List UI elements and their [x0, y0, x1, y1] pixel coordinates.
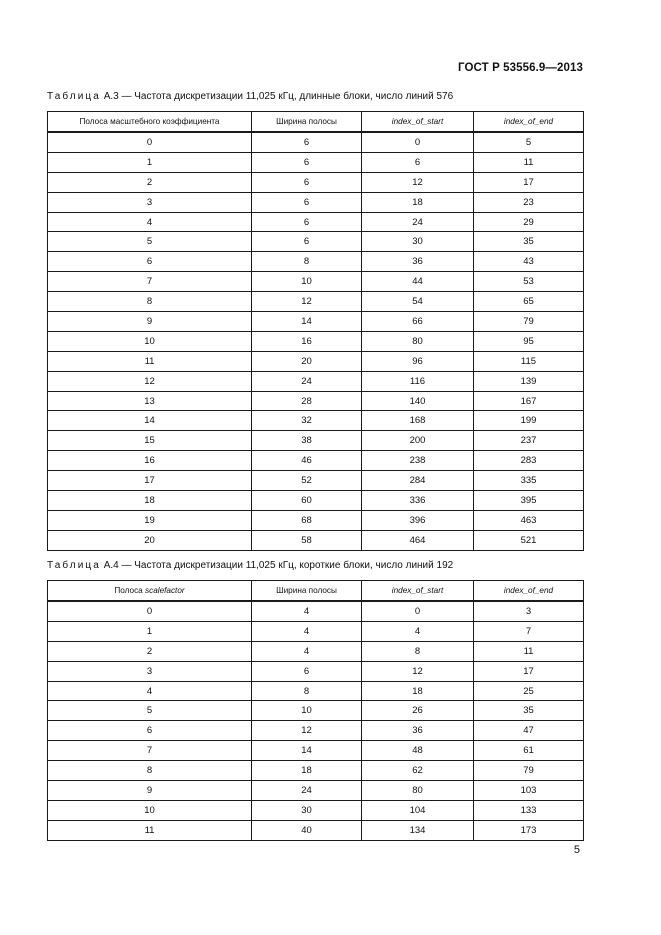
width-cell: 4 [252, 641, 362, 661]
document-number: ГОСТ Р 53556.9—2013 [458, 62, 583, 74]
index-end-cell: 53 [474, 272, 584, 292]
index-end-cell: 199 [474, 411, 584, 431]
index-end-cell: 61 [474, 741, 584, 761]
band-cell: 6 [48, 252, 252, 272]
width-cell: 52 [252, 471, 362, 491]
index-end-cell: 521 [474, 530, 584, 550]
table-row [48, 471, 584, 491]
width-cell: 14 [252, 741, 362, 761]
table-a4-header-index-end: index_of_end [474, 581, 584, 602]
index-end-cell: 133 [474, 800, 584, 820]
index-start-cell: 44 [362, 272, 474, 292]
band-cell: 3 [48, 192, 252, 212]
table-row [48, 351, 584, 371]
width-cell: 10 [252, 272, 362, 292]
width-cell: 28 [252, 391, 362, 411]
index-start-cell: 134 [362, 820, 474, 840]
index-end-cell: 11 [474, 641, 584, 661]
table-a3 [47, 111, 584, 551]
width-cell: 12 [252, 292, 362, 312]
width-cell: 6 [252, 192, 362, 212]
width-cell: 8 [252, 252, 362, 272]
index-start-cell: 12 [362, 172, 474, 192]
index-start-cell: 48 [362, 741, 474, 761]
index-end-cell: 35 [474, 701, 584, 721]
band-cell: 13 [48, 391, 252, 411]
band-cell: 9 [48, 312, 252, 332]
width-cell: 40 [252, 820, 362, 840]
band-cell: 0 [48, 132, 252, 152]
table-row [48, 132, 584, 152]
index-start-cell: 36 [362, 721, 474, 741]
width-cell: 6 [252, 661, 362, 681]
table-row [48, 701, 584, 721]
table-a3-header-band: Полоса масштебного коэффициента [48, 112, 252, 133]
band-cell: 1 [48, 152, 252, 172]
index-start-cell: 80 [362, 331, 474, 351]
index-start-cell: 284 [362, 471, 474, 491]
table-a4-header-band-prefix: Полоса [114, 586, 143, 595]
index-end-cell: 115 [474, 351, 584, 371]
index-start-cell: 18 [362, 192, 474, 212]
table-a3-caption [47, 91, 453, 102]
index-start-cell: 54 [362, 292, 474, 312]
width-cell: 60 [252, 491, 362, 511]
index-start-cell: 238 [362, 451, 474, 471]
band-cell: 4 [48, 681, 252, 701]
table-row [48, 232, 584, 252]
width-cell: 38 [252, 431, 362, 451]
table-row [48, 510, 584, 530]
index-end-cell: 103 [474, 781, 584, 801]
table-row [48, 292, 584, 312]
table-row [48, 641, 584, 661]
width-cell: 10 [252, 701, 362, 721]
band-cell: 7 [48, 272, 252, 292]
width-cell: 6 [252, 152, 362, 172]
index-end-cell: 5 [474, 132, 584, 152]
table-a3-caption-label: Таблица [47, 91, 101, 102]
table-row [48, 152, 584, 172]
index-end-cell: 395 [474, 491, 584, 511]
width-cell: 32 [252, 411, 362, 431]
width-cell: 12 [252, 721, 362, 741]
index-end-cell: 79 [474, 761, 584, 781]
band-cell: 8 [48, 761, 252, 781]
band-cell: 3 [48, 661, 252, 681]
table-row [48, 800, 584, 820]
index-end-cell: 7 [474, 621, 584, 641]
band-cell: 9 [48, 781, 252, 801]
index-start-cell: 396 [362, 510, 474, 530]
index-end-cell: 17 [474, 172, 584, 192]
band-cell: 6 [48, 721, 252, 741]
width-cell: 6 [252, 212, 362, 232]
table-row [48, 491, 584, 511]
table-a3-header-index-end: index_of_end [474, 112, 584, 133]
width-cell: 4 [252, 601, 362, 621]
band-cell: 8 [48, 292, 252, 312]
index-start-cell: 26 [362, 701, 474, 721]
index-start-cell: 0 [362, 132, 474, 152]
width-cell: 6 [252, 132, 362, 152]
width-cell: 8 [252, 681, 362, 701]
table-row [48, 331, 584, 351]
table-row [48, 741, 584, 761]
index-start-cell: 0 [362, 601, 474, 621]
table-a4-header-index-start: index_of_start [362, 581, 474, 602]
band-cell: 10 [48, 331, 252, 351]
index-start-cell: 4 [362, 621, 474, 641]
index-start-cell: 36 [362, 252, 474, 272]
table-a4-header-band-term: scalefactor [145, 586, 185, 595]
table-row [48, 621, 584, 641]
width-cell: 24 [252, 781, 362, 801]
table-row [48, 781, 584, 801]
band-cell: 2 [48, 641, 252, 661]
band-cell: 10 [48, 800, 252, 820]
index-end-cell: 11 [474, 152, 584, 172]
width-cell: 58 [252, 530, 362, 550]
band-cell: 0 [48, 601, 252, 621]
table-a3-header-index-start: index_of_start [362, 112, 474, 133]
band-cell: 15 [48, 431, 252, 451]
index-start-cell: 96 [362, 351, 474, 371]
index-start-cell: 464 [362, 530, 474, 550]
band-cell: 5 [48, 232, 252, 252]
table-row [48, 530, 584, 550]
index-start-cell: 104 [362, 800, 474, 820]
index-end-cell: 283 [474, 451, 584, 471]
index-start-cell: 80 [362, 781, 474, 801]
index-start-cell: 6 [362, 152, 474, 172]
table-row [48, 451, 584, 471]
index-start-cell: 8 [362, 641, 474, 661]
index-end-cell: 65 [474, 292, 584, 312]
table-row [48, 391, 584, 411]
index-end-cell: 139 [474, 371, 584, 391]
table-row [48, 431, 584, 451]
index-start-cell: 66 [362, 312, 474, 332]
index-end-cell: 23 [474, 192, 584, 212]
band-cell: 17 [48, 471, 252, 491]
index-start-cell: 116 [362, 371, 474, 391]
index-start-cell: 18 [362, 681, 474, 701]
index-start-cell: 12 [362, 661, 474, 681]
width-cell: 14 [252, 312, 362, 332]
index-start-cell: 30 [362, 232, 474, 252]
table-a3-body [48, 132, 584, 550]
width-cell: 46 [252, 451, 362, 471]
index-end-cell: 167 [474, 391, 584, 411]
band-cell: 12 [48, 371, 252, 391]
band-cell: 19 [48, 510, 252, 530]
table-row [48, 681, 584, 701]
index-end-cell: 335 [474, 471, 584, 491]
table-row [48, 601, 584, 621]
band-cell: 5 [48, 701, 252, 721]
width-cell: 6 [252, 172, 362, 192]
index-end-cell: 463 [474, 510, 584, 530]
index-end-cell: 25 [474, 681, 584, 701]
band-cell: 16 [48, 451, 252, 471]
width-cell: 18 [252, 761, 362, 781]
band-cell: 1 [48, 621, 252, 641]
table-row [48, 252, 584, 272]
index-end-cell: 95 [474, 331, 584, 351]
table-a3-header-row [48, 112, 584, 133]
index-start-cell: 336 [362, 491, 474, 511]
width-cell: 6 [252, 232, 362, 252]
width-cell: 24 [252, 371, 362, 391]
index-end-cell: 237 [474, 431, 584, 451]
band-cell: 7 [48, 741, 252, 761]
width-cell: 20 [252, 351, 362, 371]
table-a3-caption-text: А.3 — Частота дискретизации 11,025 кГц, длинные блоки, число линий 576 [103, 91, 454, 102]
table-row [48, 721, 584, 741]
table-a4-caption-text: А.4 — Частота дискретизации 11,025 кГц, короткие блоки, число линий 192 [103, 560, 454, 571]
width-cell: 16 [252, 331, 362, 351]
width-cell: 4 [252, 621, 362, 641]
index-end-cell: 35 [474, 232, 584, 252]
index-end-cell: 173 [474, 820, 584, 840]
index-start-cell: 168 [362, 411, 474, 431]
table-a4-header-row [48, 581, 584, 602]
index-end-cell: 17 [474, 661, 584, 681]
band-cell: 11 [48, 820, 252, 840]
table-row [48, 761, 584, 781]
table-a4-header-band [48, 581, 252, 602]
band-cell: 20 [48, 530, 252, 550]
table-a4-caption-label: Таблица [47, 560, 101, 571]
table-row [48, 172, 584, 192]
page-number: 5 [573, 844, 580, 856]
index-end-cell: 29 [474, 212, 584, 232]
table-row [48, 411, 584, 431]
index-end-cell: 47 [474, 721, 584, 741]
index-start-cell: 24 [362, 212, 474, 232]
table-a3-header-width: Ширина полосы [252, 112, 362, 133]
band-cell: 18 [48, 491, 252, 511]
band-cell: 4 [48, 212, 252, 232]
band-cell: 14 [48, 411, 252, 431]
table-row [48, 371, 584, 391]
table-row [48, 192, 584, 212]
index-start-cell: 140 [362, 391, 474, 411]
index-start-cell: 62 [362, 761, 474, 781]
width-cell: 68 [252, 510, 362, 530]
table-row [48, 212, 584, 232]
table-row [48, 661, 584, 681]
index-end-cell: 43 [474, 252, 584, 272]
index-end-cell: 3 [474, 601, 584, 621]
table-a4-body [48, 601, 584, 840]
table-a4-header-width: Ширина полосы [252, 581, 362, 602]
band-cell: 11 [48, 351, 252, 371]
index-start-cell: 200 [362, 431, 474, 451]
index-end-cell: 79 [474, 312, 584, 332]
band-cell: 2 [48, 172, 252, 192]
width-cell: 30 [252, 800, 362, 820]
table-row [48, 820, 584, 840]
table-row [48, 312, 584, 332]
table-row [48, 272, 584, 292]
table-a4 [47, 580, 584, 841]
table-a4-caption [47, 560, 453, 571]
